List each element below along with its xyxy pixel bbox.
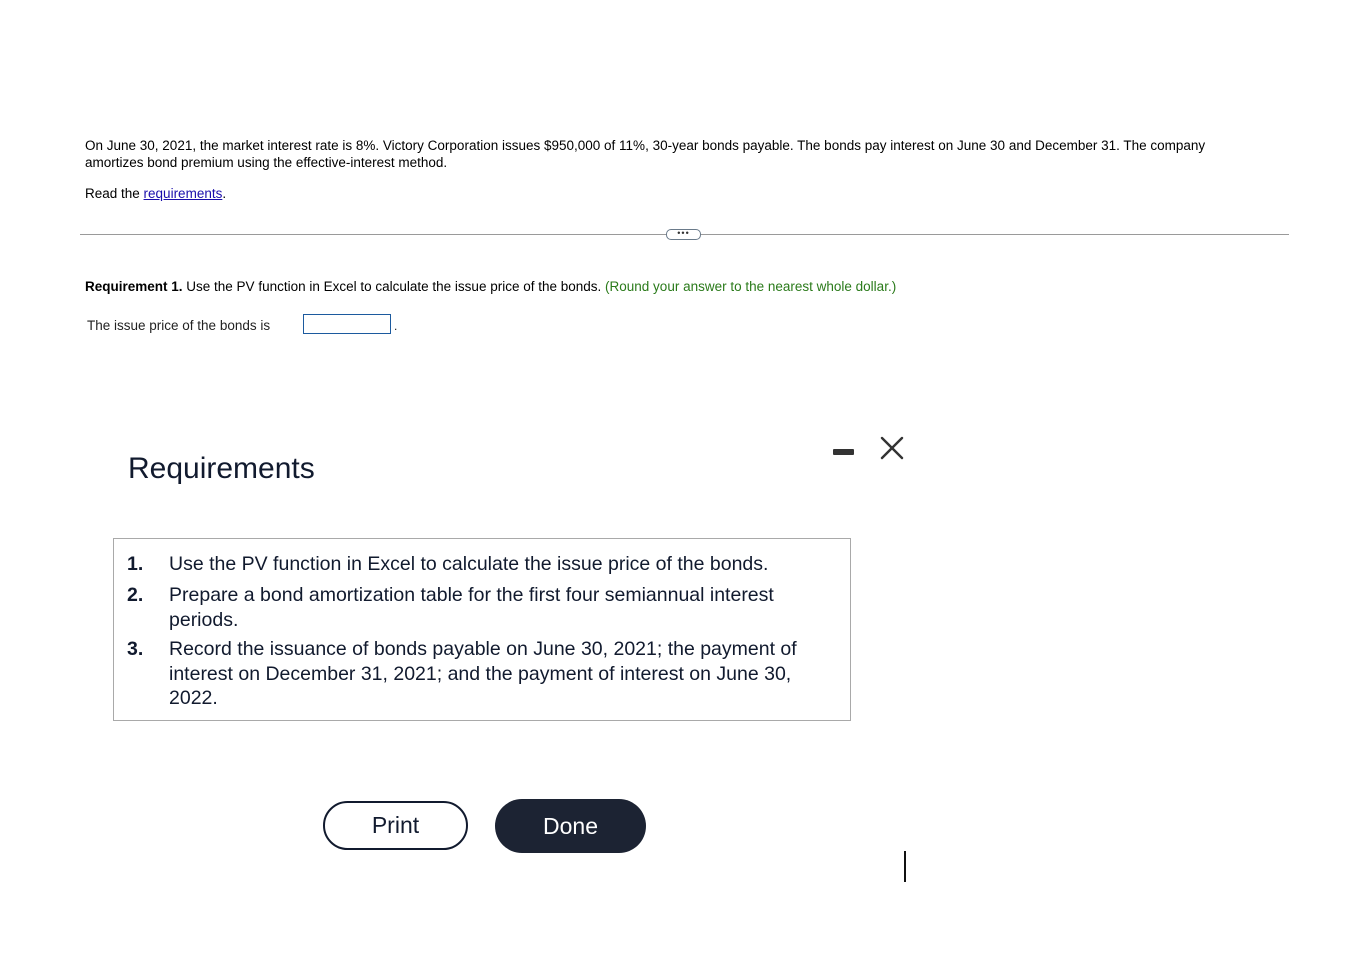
- issue-price-suffix: .: [394, 319, 398, 333]
- issue-price-input[interactable]: [303, 314, 391, 334]
- expand-button[interactable]: •••: [666, 229, 701, 240]
- requirement-number: 3.: [127, 638, 144, 660]
- close-icon[interactable]: [878, 434, 906, 462]
- print-button[interactable]: Print: [323, 801, 468, 850]
- read-requirements-line: [85, 186, 226, 201]
- read-prefix: Read the: [85, 186, 144, 201]
- minimize-icon[interactable]: [833, 449, 854, 455]
- requirement-number: 2.: [127, 584, 144, 606]
- requirements-list: [113, 538, 851, 721]
- requirement-1-text: Use the PV function in Excel to calculate the issue price of the bonds.: [182, 279, 606, 294]
- requirement-1-prompt: [85, 279, 896, 294]
- problem-statement: On June 30, 2021, the market interest rate is 8%. Victory Corporation issues $950,000 of 11%, 30-year bonds payable. The bonds pay interest on June 30 and December 31. The company amortizes bond premium using the effective-interest method.: [85, 138, 1206, 170]
- requirement-1-label: Requirement 1.: [85, 279, 183, 294]
- requirements-popup-title: Requirements: [128, 452, 315, 485]
- read-suffix: .: [222, 186, 227, 201]
- done-button[interactable]: Done: [495, 799, 646, 853]
- requirements-link[interactable]: requirements: [143, 186, 223, 201]
- requirement-text: Use the PV function in Excel to calculate the issue price of the bonds.: [169, 553, 769, 575]
- rounding-hint: (Round your answer to the nearest whole dollar.): [605, 279, 897, 294]
- requirement-text: Record the issuance of bonds payable on June 30, 2021; the payment of interest on December 31, 2021; and the payment of interest on June 30, 2022.: [169, 638, 797, 709]
- text-cursor: [904, 851, 906, 882]
- requirement-text: Prepare a bond amortization table for the first four semiannual interest periods.: [169, 584, 774, 631]
- issue-price-label: The issue price of the bonds is: [87, 318, 271, 333]
- requirement-number: 1.: [127, 553, 144, 575]
